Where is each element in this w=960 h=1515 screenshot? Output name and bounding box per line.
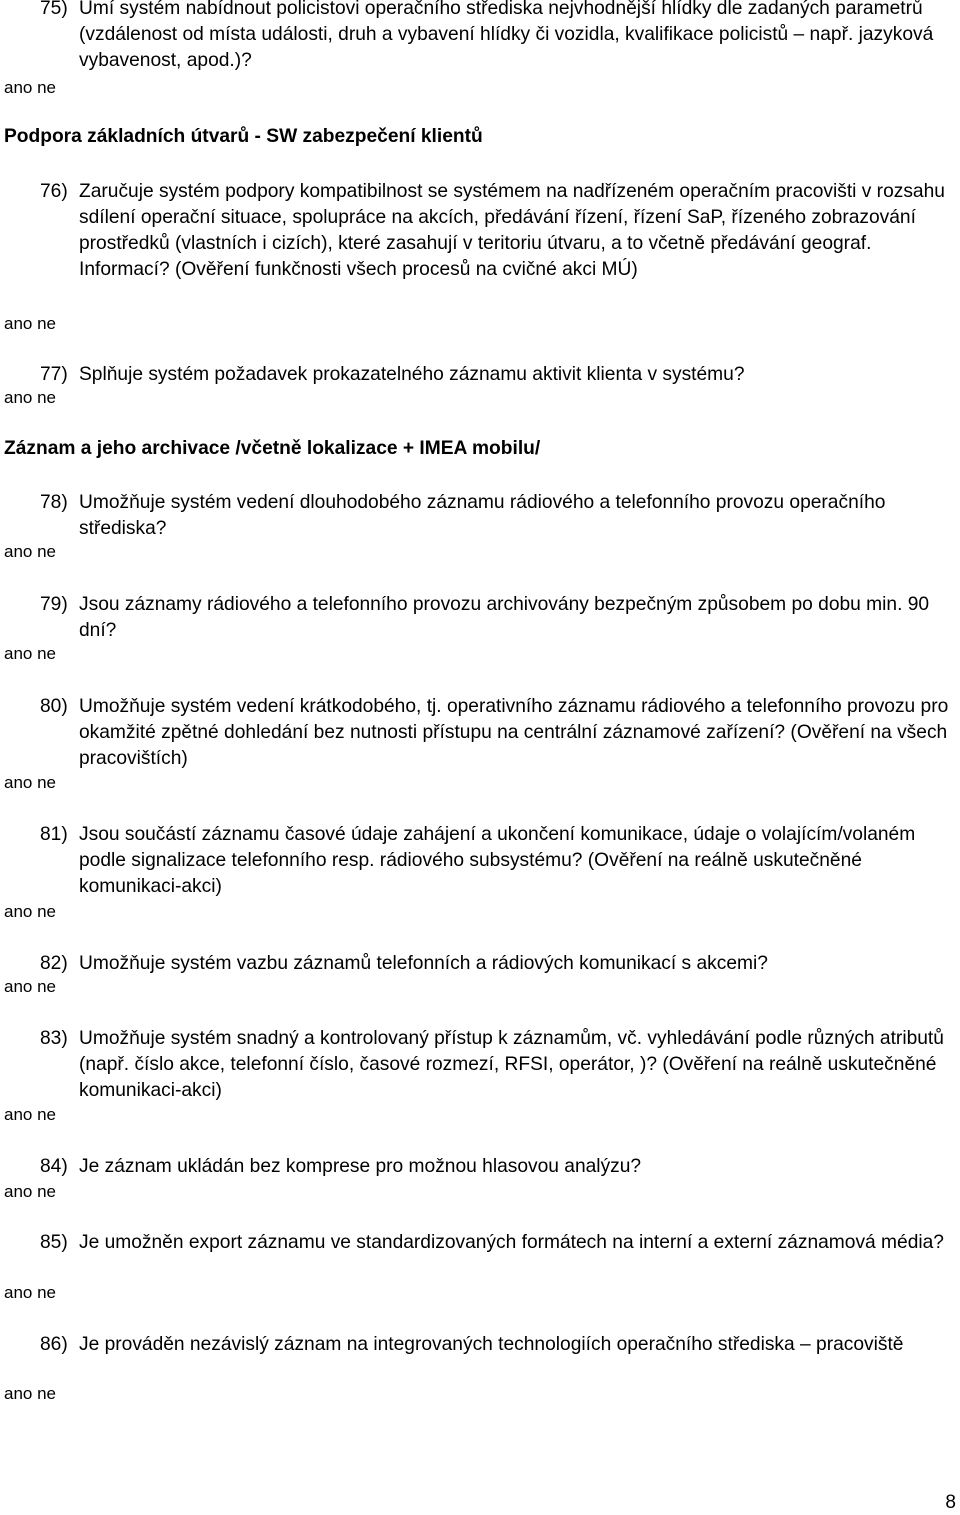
answer-options-78: ano ne (4, 542, 56, 561)
question-text: Umožňuje systém vedení krátkodobého, tj. operativního záznamu rádiového a telefonního provozu pro okamžité zpětné dohledání bez nutnosti přístupu na centrální záznamové zařízení? (Ověření na všech pracovištích) (79, 696, 949, 769)
answer-options-76: ano ne (4, 314, 56, 333)
question-text: Jsou součástí záznamu časové údaje zahájení a ukončení komunikace, údaje o volajícím/volaném podle signalizace telefonního resp. rádiového subsystému? (Ověření na reálně uskutečněné komunikaci-akci) (79, 824, 916, 897)
question-text: Umožňuje systém vedení dlouhodobého záznamu rádiového a telefonního provozu operačního střediska? (79, 492, 886, 539)
question-number: 80) (40, 696, 68, 717)
question-text: Je prováděn nezávislý záznam na integrovaných technologiích operačního střediska – pracoviště (79, 1334, 904, 1355)
question-86 (0, 1332, 960, 1358)
answer-options-79: ano ne (4, 644, 56, 663)
question-number: 85) (40, 1232, 68, 1253)
question-text: Jsou záznamy rádiového a telefonního provozu archivovány bezpečným způsobem po dobu min. 90 dní? (79, 594, 930, 641)
question-number: 76) (40, 181, 68, 202)
question-number: 77) (40, 364, 68, 385)
question-83 (0, 1026, 960, 1104)
section-heading-support: Podpora základních útvarů - SW zabezpečení klientů (4, 126, 483, 147)
question-85 (0, 1230, 960, 1256)
answer-options-77: ano ne (4, 388, 56, 407)
question-76 (0, 179, 960, 283)
answer-options-86: ano ne (4, 1384, 56, 1403)
question-number: 81) (40, 824, 68, 845)
section-heading-recording: Záznam a jeho archivace /včetně lokalizace + IMEA mobilu/ (4, 438, 541, 459)
question-number: 84) (40, 1156, 68, 1177)
question-77 (0, 362, 960, 388)
question-81 (0, 822, 960, 900)
answer-options-75: ano ne (4, 78, 56, 97)
question-text: Splňuje systém požadavek prokazatelného záznamu aktivit klienta v systému? (79, 364, 745, 385)
question-number: 83) (40, 1028, 68, 1049)
question-number: 86) (40, 1334, 68, 1355)
answer-options-82: ano ne (4, 977, 56, 996)
question-text: Je záznam ukládán bez komprese pro možnou hlasovou analýzu? (79, 1156, 642, 1177)
answer-options-83: ano ne (4, 1105, 56, 1124)
question-79 (0, 592, 960, 644)
question-number: 75) (40, 0, 68, 19)
answer-options-80: ano ne (4, 773, 56, 792)
page-number: 8 (945, 1492, 956, 1513)
question-text: Umožňuje systém snadný a kontrolovaný přístup k záznamům, vč. vyhledávání podle různých atributů (např. číslo akce, telefonní číslo, časové rozmezí, RFSI, operátor, )? (Ověření na reálně uskutečněné komunikaci-akci) (79, 1028, 944, 1101)
question-75 (0, 0, 960, 74)
question-84 (0, 1154, 960, 1180)
question-82 (0, 951, 960, 977)
question-text: Je umožněn export záznamu ve standardizovaných formátech na interní a externí záznamová média? (79, 1232, 944, 1253)
answer-options-84: ano ne (4, 1182, 56, 1201)
question-text: Zaručuje systém podpory kompatibilnost se systémem na nadřízeném operačním pracovišti v rozsahu sdílení operační situace, spolupráce na akcích, předávání řízení, řízení SaP, řízeného zobrazování prostředků (vlastních i cizích), které zasahují v teritoriu útvaru, a to včetně předávání geograf. Informací? (Ověření funkčnosti všech procesů na cvičné akci MÚ) (79, 181, 945, 280)
question-text: Umožňuje systém vazbu záznamů telefonních a rádiových komunikací s akcemi? (79, 953, 768, 974)
question-number: 79) (40, 594, 68, 615)
question-78 (0, 490, 960, 542)
question-number: 78) (40, 492, 68, 513)
answer-options-85: ano ne (4, 1283, 56, 1302)
answer-options-81: ano ne (4, 902, 56, 921)
question-text: Umí systém nabídnout policistovi operačního střediska nejvhodnější hlídky dle zadaných parametrů (vzdálenost od místa události, druh a vybavení hlídky či vozidla, kvalifikace policistů – např. jazyková vybavenost, apod.)? (79, 0, 934, 71)
question-number: 82) (40, 953, 68, 974)
question-80 (0, 694, 960, 772)
